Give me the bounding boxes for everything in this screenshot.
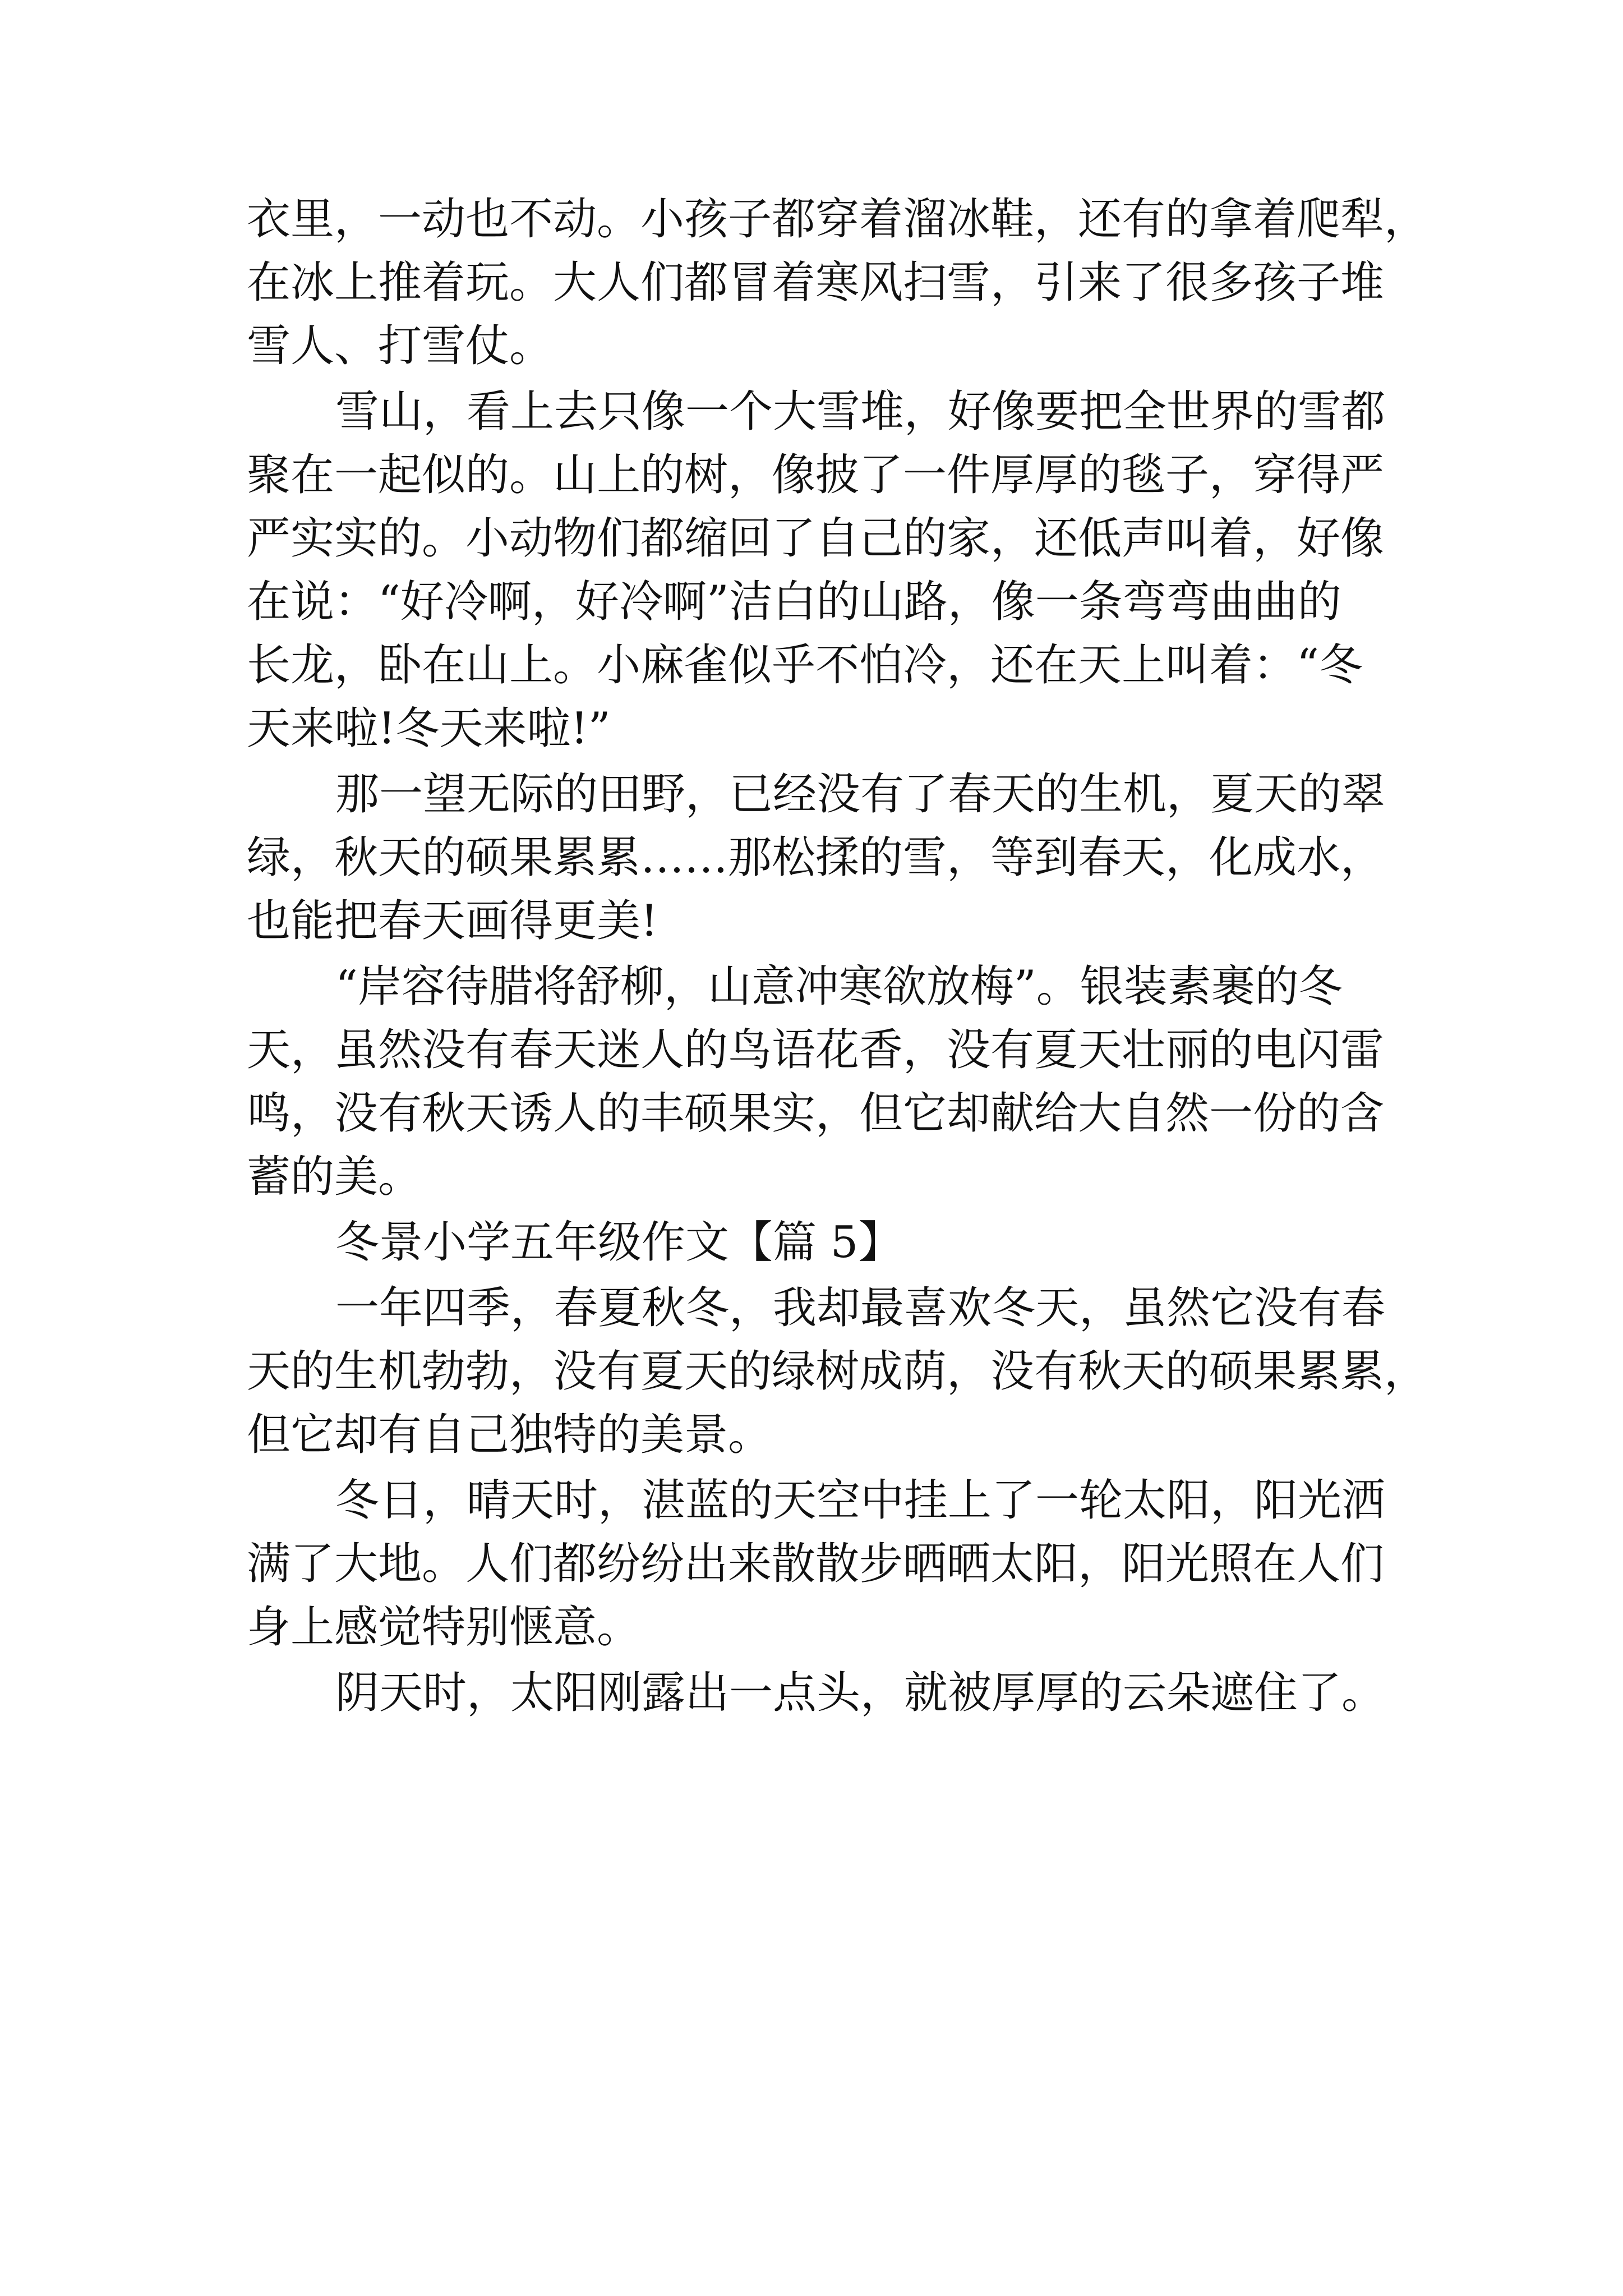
text-line: 严实实的。小动物们都缩回了自己的家，还低声叫着，好像 (247, 513, 1385, 564)
text-line: 蓄的美。 (247, 1152, 422, 1202)
section-heading: 冬景小学五年级作文【篇 5】 (335, 1217, 902, 1268)
text-line: “岸容待腊将舒柳，山意冲寒欲放梅”。银装素裹的冬 (335, 961, 1343, 1012)
text-line: 天，虽然没有春天迷人的鸟语花香，没有夏天壮丽的电闪雷 (247, 1025, 1385, 1075)
text-line: 也能把春天画得更美! (247, 896, 658, 946)
text-line: 身上感觉特别惬意。 (247, 1602, 641, 1653)
document-body (247, 188, 1428, 1725)
text-line: 在说：“好冷啊，好冷啊”洁白的山路，像一条弯弯曲曲的 (247, 577, 1341, 627)
text-line: 雪山，看上去只像一个大雪堆，好像要把全世界的雪都 (335, 386, 1386, 437)
text-line: 鸣，没有秋天诱人的丰硕果实，但它却献给大自然一份的含 (247, 1088, 1385, 1139)
text-line: 天来啦!冬天来啦!” (247, 703, 611, 754)
text-line: 绿，秋天的硕果累累……那松揉的雪，等到春天，化成水， (247, 832, 1385, 883)
text-line: 冬日，晴天时，湛蓝的天空中挂上了一轮太阳，阳光洒 (335, 1475, 1386, 1526)
text-line: 那一望无际的田野，已经没有了春天的生机，夏天的翠 (335, 769, 1386, 820)
text-line: 阴天时，太阳刚露出一点头，就被厚厚的云朵遮住了。 (335, 1668, 1386, 1718)
text-line: 但它却有自己独特的美景。 (247, 1410, 772, 1460)
text-line: 聚在一起似的。山上的树，像披了一件厚厚的毯子，穿得严 (247, 450, 1385, 500)
text-line: 一年四季，春夏秋冬，我却最喜欢冬天，虽然它没有春 (335, 1283, 1386, 1333)
text-line: 在冰上推着玩。大人们都冒着寒风扫雪，引来了很多孩子堆 (247, 257, 1385, 308)
text-line: 长龙，卧在山上。小麻雀似乎不怕冷，还在天上叫着：“冬 (247, 640, 1363, 691)
text-line: 满了大地。人们都纷纷出来散散步晒晒太阳，阳光照在人们 (247, 1539, 1385, 1589)
text-line: 雪人、打雪仗。 (247, 321, 554, 371)
text-line: 衣里，一动也不动。小孩子都穿着溜冰鞋，还有的拿着爬犁， (247, 194, 1428, 245)
text-line: 天的生机勃勃，没有夏天的绿树成荫，没有秋天的硕果累累， (247, 1346, 1428, 1397)
